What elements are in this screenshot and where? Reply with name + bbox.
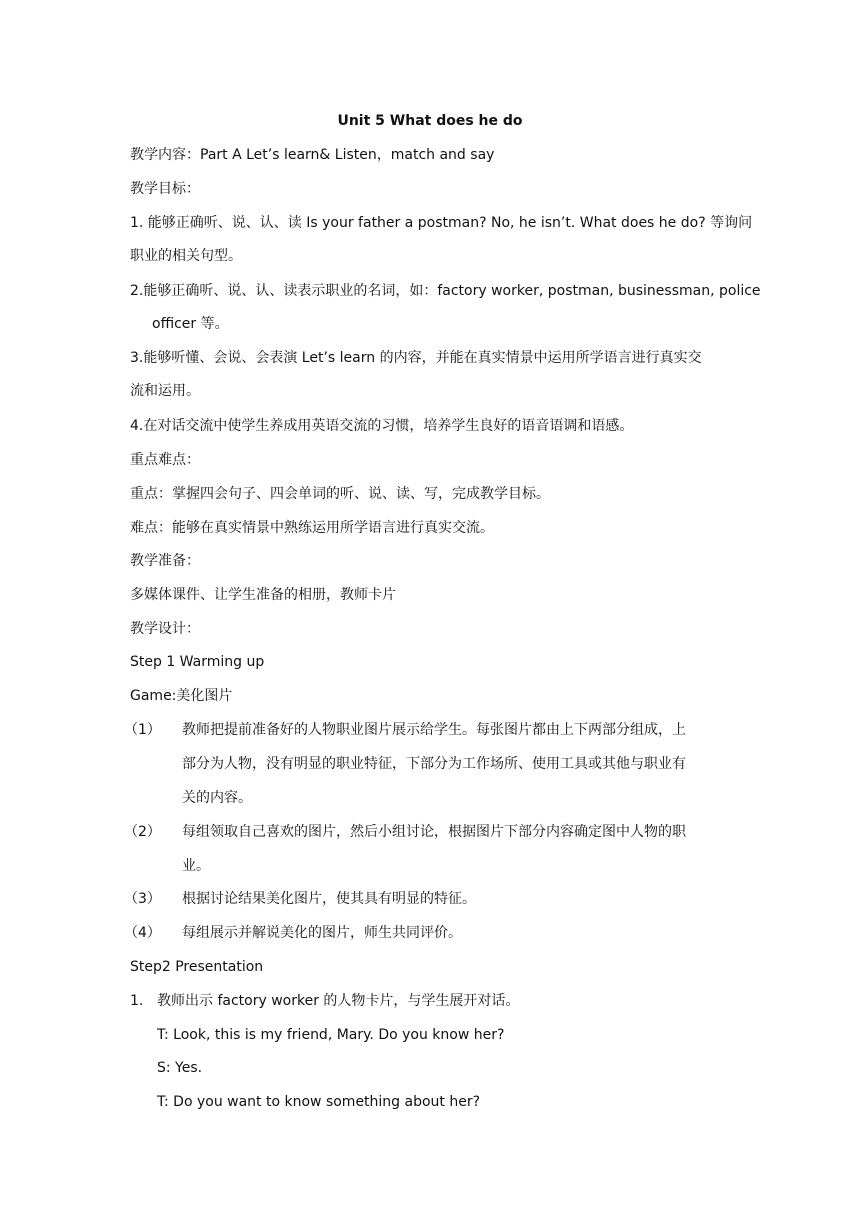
objective-1-line-1: 1. 能够正确听、说、认、读 Is your father a postman? No, he isn’t. What does he do? 等询问 [130,215,753,231]
game-step-2-line-1: 每组领取自己喜欢的图片，然后小组讨论，根据图片下部分内容确定图中人物的职 [182,824,686,840]
game-step-2-line-2: 业。 [182,858,210,874]
game-step-2-number: （2） [124,824,161,840]
dialogue-teacher-1: T: Look, this is my friend, Mary. Do you know her? [157,1027,505,1043]
step-1-heading: Step 1 Warming up [130,654,265,670]
difficult-point: 难点：能够在真实情景中熟练运用所学语言进行真实交流。 [130,520,494,536]
game-step-4-line-1: 每组展示并解说美化的图片，师生共同评价。 [182,925,462,941]
objective-3-line-1: 3.能够听懂、会说、会表演 Let’s learn 的内容，并能在真实情景中运用所学语言进行真实交 [130,350,702,366]
game-step-1-line-2: 部分为人物，没有明显的职业特征，下部分为工作场所、使用工具或其他与职业有 [182,756,686,772]
objective-1-line-2: 职业的相关句型。 [130,248,242,264]
design-heading: 教学设计： [130,621,200,637]
preparation-heading: 教学准备： [130,553,200,569]
objectives-heading: 教学目标： [130,181,200,197]
game-step-1-number: （1） [124,722,161,738]
dialogue-student-1: S: Yes. [157,1060,203,1076]
game-step-4-number: （4） [124,925,161,941]
step-2-heading: Step2 Presentation [130,959,264,975]
content-line: 教学内容：Part A Let’s learn& Listen，match and say [130,147,495,163]
game-step-3-line-1: 根据讨论结果美化图片，使其具有明显的特征。 [182,891,476,907]
objective-2-line-2: officer 等。 [152,316,229,332]
game-title: Game:美化图片 [130,688,233,704]
game-step-3-number: （3） [124,891,161,907]
key-points-heading: 重点难点： [130,452,200,468]
objective-3-line-2: 流和运用。 [130,383,200,399]
objective-2-line-1: 2.能够正确听、说、认、读表示职业的名词，如：factory worker, postman, businessman, police [130,283,761,299]
game-step-1-line-3: 关的内容。 [182,790,252,806]
presentation-item-1: 教师出示 factory worker 的人物卡片，与学生展开对话。 [157,993,520,1009]
key-point: 重点：掌握四会句子、四会单词的听、说、读、写，完成教学目标。 [130,486,550,502]
objective-4: 4.在对话交流中使学生养成用英语交流的习惯，培养学生良好的语音语调和语感。 [130,418,634,434]
page-title: Unit 5 What does he do [337,113,523,129]
dialogue-teacher-2: T: Do you want to know something about her? [157,1094,481,1110]
presentation-item-1-number: 1. [130,993,144,1009]
preparation: 多媒体课件、让学生准备的相册，教师卡片 [130,587,396,603]
game-step-1-line-1: 教师把提前准备好的人物职业图片展示给学生。每张图片都由上下两部分组成，上 [182,722,686,738]
